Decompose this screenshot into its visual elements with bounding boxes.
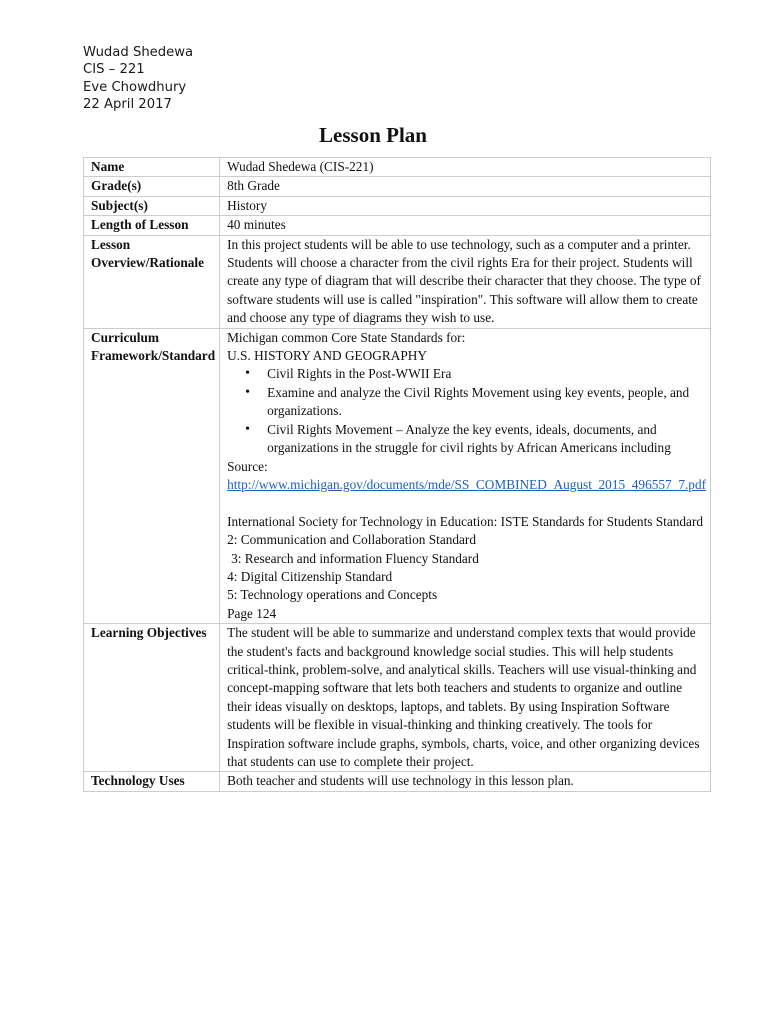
row-label-name: Name — [84, 158, 220, 177]
table-row — [84, 158, 711, 177]
row-value-length: 40 minutes — [220, 216, 711, 235]
author-name: Wudad Shedewa — [83, 45, 194, 60]
standards-bullet-list — [227, 365, 706, 457]
row-value-curriculum — [220, 328, 711, 623]
standard-item: 2: Communication and Collaboration Standard — [227, 532, 477, 548]
row-label-objectives: Learning Objectives — [84, 624, 220, 772]
document-header — [83, 44, 193, 113]
lesson-plan-table — [83, 157, 711, 792]
table-row — [84, 772, 711, 791]
row-label-length: Length of Lesson — [84, 216, 220, 235]
row-label-subject: Subject(s) — [84, 196, 220, 215]
list-item: • Civil Rights in the Post-WWII Era — [267, 365, 706, 383]
page-title: Lesson Plan — [319, 123, 427, 147]
table-row — [84, 235, 711, 328]
source-link[interactable]: http://www.michigan.gov/documents/mde/SS_COMBINED_August_2015_496557_7.pdf — [227, 476, 707, 492]
table-row — [84, 216, 711, 235]
list-item: • Civil Rights Movement – Analyze the key events, ideals, documents, and organizations in the struggle for civil rights by African Americans including — [267, 421, 706, 458]
table-row — [84, 196, 711, 215]
standard-item: 5: Technology operations and Concepts — [227, 587, 438, 603]
curriculum-intro: Michigan common Core State Standards for: — [227, 329, 466, 345]
row-value-name: Wudad Shedewa (CIS-221) — [220, 158, 711, 177]
document-date: 22 April 2017 — [83, 96, 172, 112]
table-row — [84, 328, 711, 623]
list-item: • Examine and analyze the Civil Rights Movement using key events, people, and organizations. — [267, 384, 706, 421]
table-row — [84, 624, 711, 772]
row-value-subject: History — [220, 196, 711, 215]
course-code: CIS – 221 — [83, 62, 145, 78]
iste-intro: International Society for Technology in Education: ISTE Standards for Students Standard — [227, 513, 704, 529]
row-value-technology: Both teacher and students will use technology in this lesson plan. — [220, 772, 711, 791]
row-value-overview: In this project students will be able to use technology, such as a computer and a printer. Students will choose a character from the civil rights Era for their project. Students will create any type of diagram that will describe their character that they choose. The type of software students will use is called "inspiration". This software will allow them to create and choose any type of diagrams they wish to use. — [220, 235, 711, 328]
table-row — [84, 177, 711, 196]
standard-item: 3: Research and information Fluency Standard — [231, 550, 479, 566]
curriculum-heading: U.S. HISTORY AND GEOGRAPHY — [227, 348, 427, 364]
row-label-grade: Grade(s) — [84, 177, 220, 196]
row-value-objectives: The student will be able to summarize and understand complex texts that would provide the student's facts and background knowledge social studies. This will help students critical-think, problem-solve, and analytical skills. Teachers will use visual-thinking and concept-mapping software that lets both teachers and students to organize and outline their ideas visually on desktops, laptops, and tablets. By using Inspiration Software students will be flexible in visual-thinking and thinking creatively. The tools for Inspiration software include graphs, symbols, charts, voice, and other organizing devices that students can use to complete their project. — [220, 624, 711, 772]
row-label-technology: Technology Uses — [84, 772, 220, 791]
spacer — [227, 494, 706, 512]
source-label: Source: — [227, 458, 268, 474]
row-label-curriculum: Curriculum Framework/Standard — [84, 328, 220, 623]
standard-item: 4: Digital Citizenship Standard — [227, 568, 393, 584]
page-reference: Page 124 — [227, 605, 277, 621]
instructor-name: Eve Chowdhury — [83, 79, 187, 95]
row-label-overview: Lesson Overview/Rationale — [84, 235, 220, 328]
row-value-grade: 8th Grade — [220, 177, 711, 196]
